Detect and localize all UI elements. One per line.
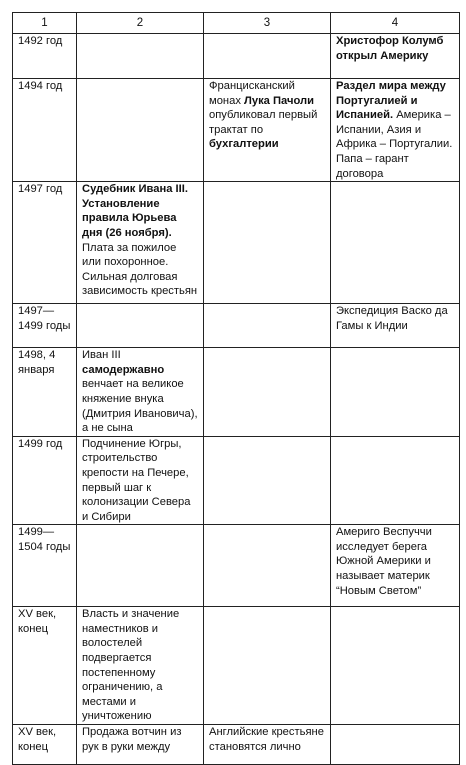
text-segment: опубликовал первый трактат по: [209, 109, 318, 136]
table-row: [13, 436, 460, 525]
event-cell-column-3: [204, 182, 331, 304]
event-cell-column-4: [331, 34, 460, 79]
event-cell-column-2: [77, 348, 204, 437]
date-cell: 1499—1504 годы: [13, 525, 77, 607]
column-header-4: 4: [331, 13, 460, 34]
event-cell-column-2: [77, 525, 204, 607]
event-cell-column-4: [331, 525, 460, 607]
event-cell-column-4: [331, 725, 460, 765]
bold-text-segment: Судебник Ивана III. Установление правила Юрьева дня (26 ноября).: [82, 183, 188, 239]
event-cell-column-3: [204, 79, 331, 182]
date-cell: 1498, 4 января: [13, 348, 77, 437]
table-row: [13, 348, 460, 437]
table-row: [13, 525, 460, 607]
text-segment: Америго Веспуччи исследует берега Южной Америки и называет материк “Новым Светом”: [336, 526, 432, 597]
text-segment: Францисканский монах: [209, 80, 295, 107]
event-cell-column-2: [77, 182, 204, 304]
date-cell: 1494 год: [13, 79, 77, 182]
text-segment: Плата за пожилое или похоронное. Сильная долговая зависимость крестьян: [82, 241, 198, 298]
event-cell-column-4: [331, 348, 460, 437]
bold-text-segment: Раздел мира между Португалией и Испанией.: [336, 80, 446, 122]
chronology-table-page: [12, 12, 459, 753]
text-segment: Америка – Испании, Азия и Африка – Португалии. Папа – гарант договора: [336, 109, 453, 180]
text-segment: Английские крестьяне становятся лично: [209, 726, 324, 753]
date-cell: 1492 год: [13, 34, 77, 79]
event-cell-column-4: [331, 79, 460, 182]
event-cell-column-2: [77, 436, 204, 525]
column-header-2: 2: [77, 13, 204, 34]
event-cell-column-3: [204, 34, 331, 79]
bold-text-segment: Лука Пачоли: [244, 94, 315, 107]
event-cell-column-3: [204, 725, 331, 765]
column-header-1: 1: [13, 13, 77, 34]
bold-text-segment: самодержавно: [82, 363, 165, 376]
event-cell-column-2: [77, 607, 204, 725]
text-segment: Иван III: [82, 349, 121, 362]
header-row: [13, 13, 460, 34]
table-row: [13, 34, 460, 79]
event-cell-column-2: [77, 79, 204, 182]
text-segment: Продажа вотчин из рук в руки между: [82, 726, 182, 753]
event-cell-column-2: [77, 34, 204, 79]
table-row: [13, 182, 460, 304]
event-cell-column-3: [204, 525, 331, 607]
column-header-3: 3: [204, 13, 331, 34]
event-cell-column-3: [204, 304, 331, 348]
date-cell: XV век, конец: [13, 607, 77, 725]
bold-text-segment: бухгалтерии: [209, 138, 279, 151]
event-cell-column-4: [331, 436, 460, 525]
event-cell-column-4: [331, 304, 460, 348]
date-cell: 1497—1499 годы: [13, 304, 77, 348]
text-segment: Подчинение Югры, строительство крепости на Печере, первый шаг к колонизации Севера и Сибири: [82, 437, 191, 523]
event-cell-column-3: [204, 436, 331, 525]
event-cell-column-3: [204, 607, 331, 725]
text-segment: Экспедиция Васко да Гамы к Индии: [336, 305, 448, 332]
table-row: [13, 725, 460, 765]
event-cell-column-3: [204, 348, 331, 437]
event-cell-column-4: [331, 607, 460, 725]
event-cell-column-2: [77, 725, 204, 765]
table-row: [13, 304, 460, 348]
table-row: [13, 79, 460, 182]
text-segment: Власть и значение наместников и волостелей подвергается постепенному ограничению, а местами и уничтожению: [82, 608, 180, 723]
event-cell-column-4: [331, 182, 460, 304]
event-cell-column-2: [77, 304, 204, 348]
date-cell: XV век, конец: [13, 725, 77, 765]
table-row: [13, 607, 460, 725]
date-cell: 1499 год: [13, 436, 77, 525]
chronology-table: [12, 12, 460, 765]
text-segment: венчает на великое княжение внука (Дмитрия Ивановича), а не сына: [82, 378, 198, 435]
bold-text-segment: Христофор Колумб открыл Америку: [336, 35, 444, 62]
date-cell: 1497 год: [13, 182, 77, 304]
